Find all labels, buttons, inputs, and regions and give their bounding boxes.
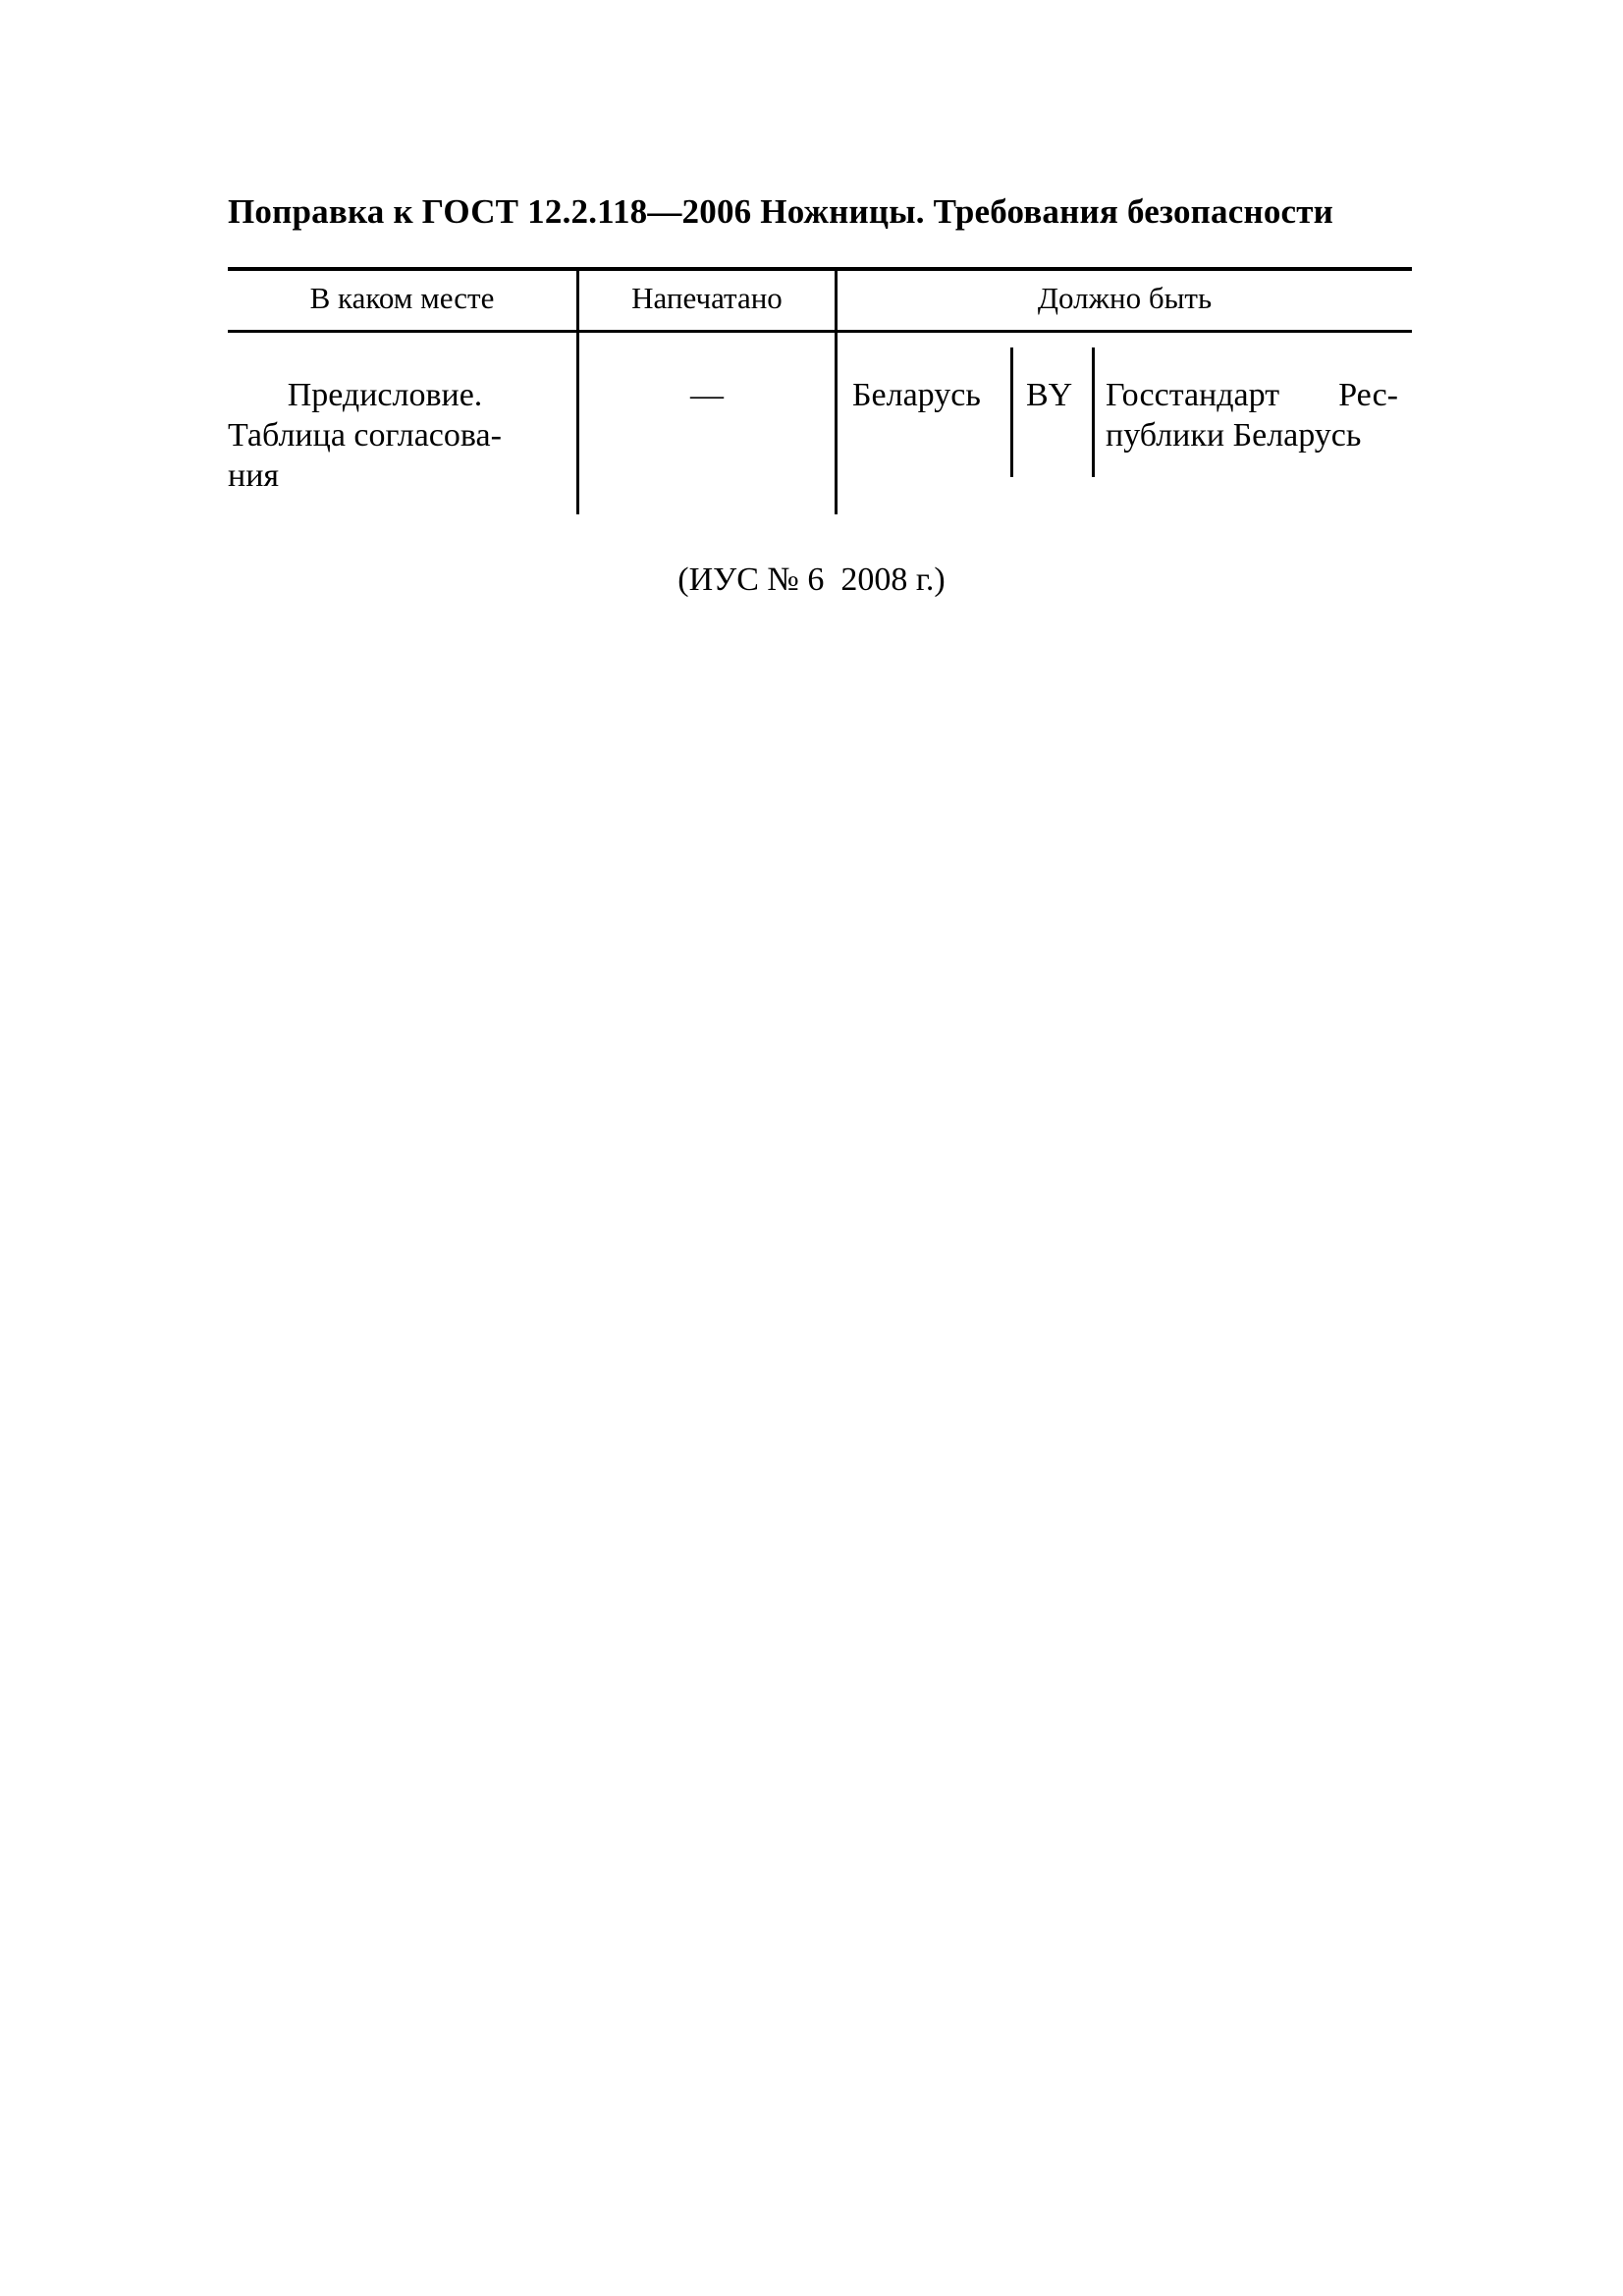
cell-agency [1106, 375, 1400, 455]
table-top-rule [228, 267, 1412, 271]
header-should-be: Должно быть [1037, 281, 1213, 315]
cell-country-code: BY [1026, 377, 1073, 413]
cell-agency-line-2: публики Беларусь [1106, 417, 1362, 454]
header-printed: Напечатано [631, 281, 783, 315]
cell-printed: — [690, 377, 724, 413]
cell-where-line-1: Предисловие. [287, 377, 483, 413]
cell-where-line-2: Таблица согласова- [228, 417, 502, 454]
subcolumn-divider-2 [1092, 347, 1095, 477]
cell-where [228, 375, 542, 496]
cell-agency-line-1 [1106, 375, 1398, 415]
cell-where-line-3: ния [228, 457, 280, 494]
cell-agency-word-1: Госстандарт [1106, 377, 1280, 413]
cell-country: Беларусь [852, 377, 981, 413]
cell-agency-word-2: Рес- [1338, 377, 1398, 413]
correction-title: Поправка к ГОСТ 12.2.118—2006 Ножницы. Требования безопасности [228, 192, 1334, 231]
table-header-rule [228, 330, 1412, 333]
header-where: В каком месте [309, 281, 495, 315]
source-reference: (ИУС № 6 2008 г.) [677, 561, 946, 598]
subcolumn-divider-1 [1010, 347, 1013, 477]
correction-table [228, 267, 1412, 514]
